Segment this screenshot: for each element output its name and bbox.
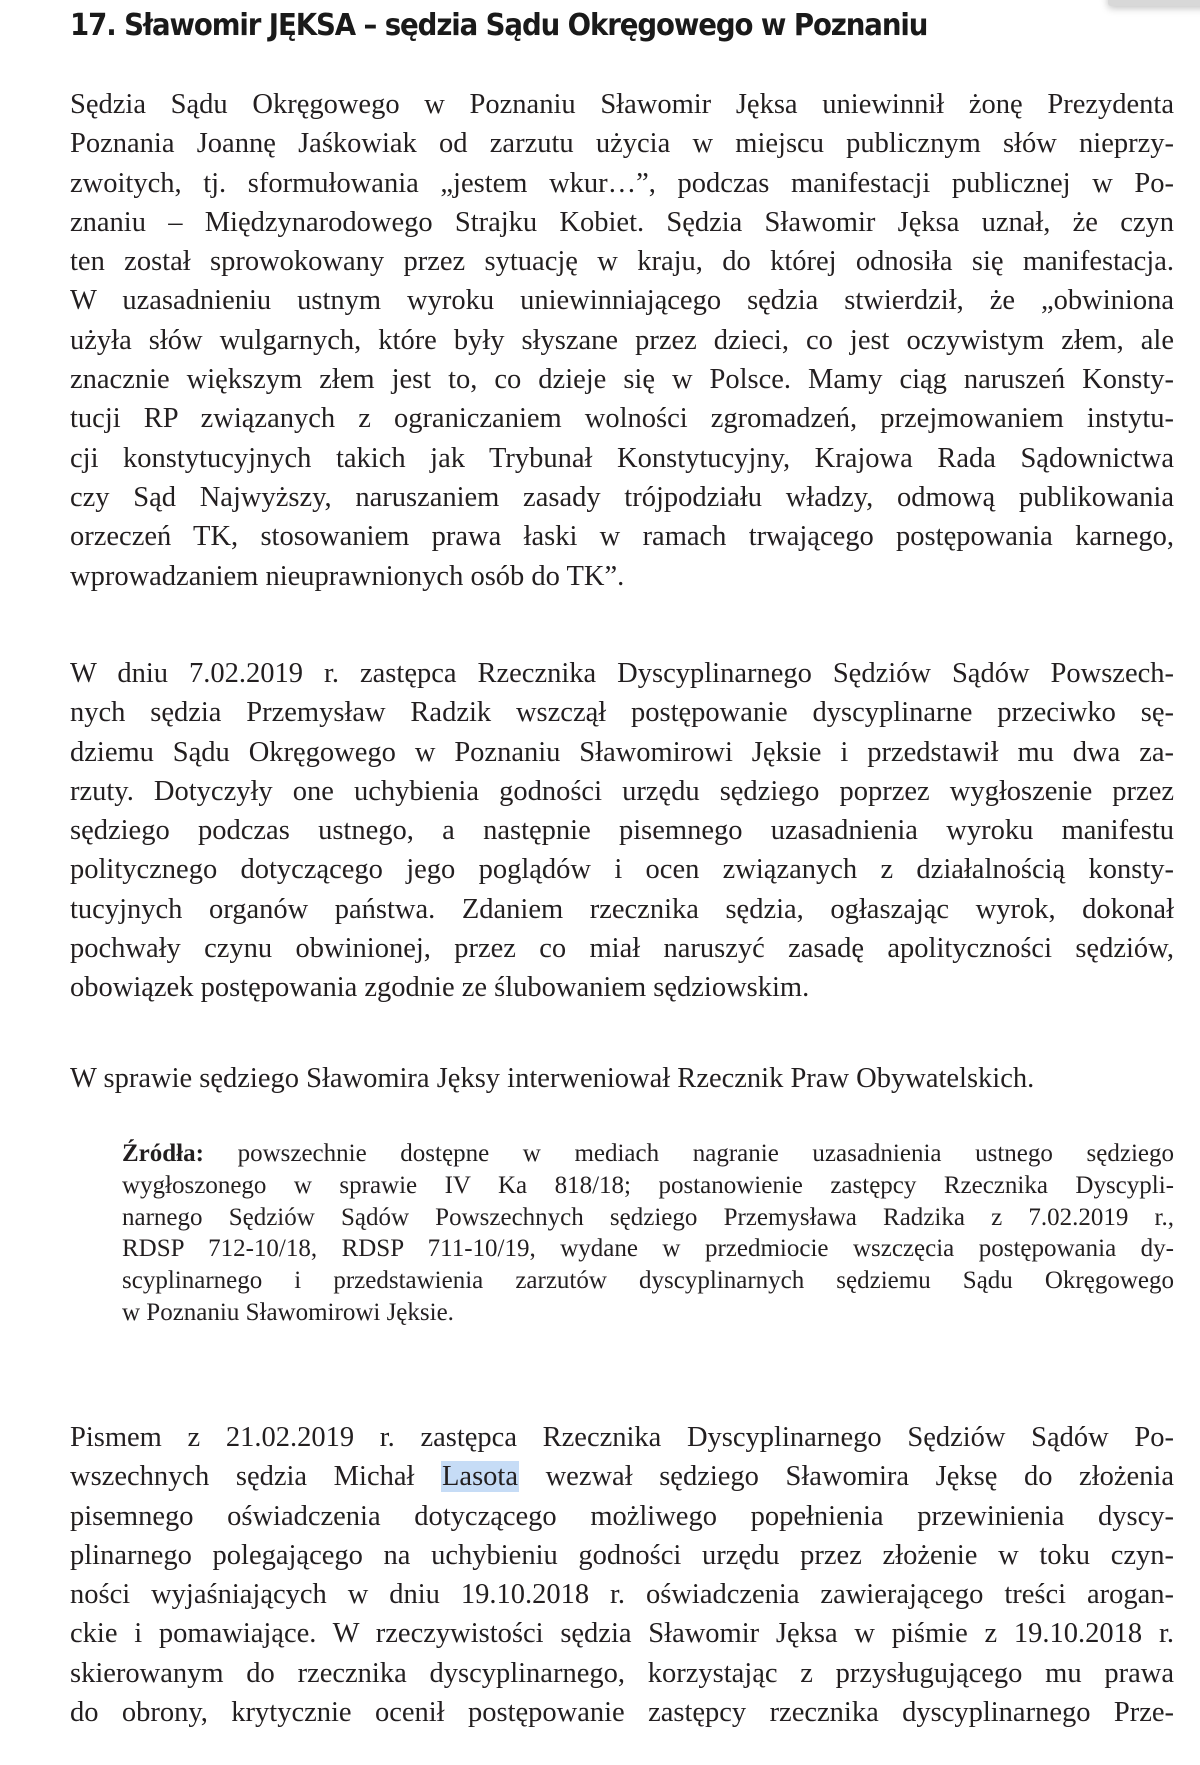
text-line: Poznania Joannę Jaśkowiak od zarzutu użycia w miejscu publicznym słów nieprzy-: [70, 128, 1174, 160]
text-line: orzeczeń TK, stosowaniem prawa łaski w ramach trwającego postępowania karnego,: [70, 521, 1174, 553]
text-line: wygłoszonego w sprawie IV Ka 818/18; postanowienie zastępcy Rzecznika Dyscypli-: [122, 1171, 1174, 1199]
paragraph-disciplinary-proceedings: [70, 654, 1174, 1008]
text-line: tucyjnych organów państwa. Zdaniem rzecznika sędzia, ogłaszając wyrok, dokonał: [70, 893, 1174, 925]
text-line: zwoitych, tj. sformułowania „jestem wkur…”, podczas manifestacji publicznej w Po-: [70, 167, 1174, 199]
text-line: użyła słów wulgarnych, które były słyszane przez dzieci, co jest oczywistym złem, ale: [70, 324, 1174, 356]
text-line: plinarnego polegającego na uchybieniu godności urzędu przez złożenie w toku czyn-: [70, 1539, 1174, 1571]
text-line: w Poznaniu Sławomirowi Jęksie.: [122, 1298, 454, 1326]
text-line: powszechnie dostępne w mediach nagranie uzasadnienia ustnego sędziego: [203, 1140, 1174, 1167]
text-line: Sędzia Sądu Okręgowego w Poznaniu Sławomir Jęksa uniewinnił żonę Prezydenta: [70, 89, 1174, 120]
text-line: sędziego podczas ustnego, a następnie pisemnego uzasadnienia wyroku manifestu: [70, 815, 1174, 847]
text-line-with-selection: wszechnych sędzia Michał Lasota wezwał sędziego Sławomira Jęksę do złożenia: [70, 1461, 1174, 1493]
text-line: W uzasadnieniu ustnym wyroku uniewinniającego sędzia stwierdził, że „obwiniona: [70, 285, 1174, 317]
window-edge-shadow: [1108, 0, 1200, 6]
text-line: dziemu Sądu Okręgowego w Poznaniu Sławomirowi Jęksie i przedstawił mu dwa za-: [70, 736, 1174, 768]
paragraph-ombudsman: [70, 1059, 1174, 1098]
text-line: tucji RP związanych z ograniczaniem wolności zgromadzeń, przejmowaniem instytu-: [70, 403, 1174, 435]
text-line: Pismem z 21.02.2019 r. zastępca Rzecznika Dyscyplinarnego Sędziów Sądów Po-: [70, 1422, 1174, 1453]
text-line: W dniu 7.02.2019 r. zastępca Rzecznika Dyscyplinarnego Sędziów Sądów Powszech-: [70, 658, 1174, 689]
text-line: politycznego dotyczącego jego poglądów i ocen związanych z działalnością konsty-: [70, 854, 1174, 886]
text-line: ten został sprowokowany przez sytuację w kraju, do której odnosiła się manifestacja.: [70, 246, 1174, 278]
text-line: pochwały czynu obwinionej, przez co miał naruszyć zasadę apolityczności sędziów,: [70, 933, 1174, 965]
text-line: znacznie większym złem jest to, co dzieje się w Polsce. Mamy ciąg naruszeń Konsty-: [70, 364, 1174, 396]
text-line: ności wyjaśniających w dniu 19.10.2018 r. oświadczenia zawierającego treści arogan-: [70, 1579, 1174, 1611]
paragraph-verdict: [70, 85, 1174, 596]
text-line: cji konstytucyjnych takich jak Trybunał Konstytucyjny, Krajowa Rada Sądownictwa: [70, 442, 1174, 474]
sources-block: [122, 1138, 1174, 1329]
text-line: scyplinarnego i przedstawienia zarzutów dyscyplinarnych sędziemu Sądu Okręgowego: [122, 1267, 1174, 1295]
text-line: czy Sąd Najwyższy, naruszaniem zasady trójpodziału władzy, odmową publikowania: [70, 481, 1174, 513]
text-line: skierowanym do rzecznika dyscyplinarnego, korzystając z przysługującego mu prawa: [70, 1657, 1174, 1689]
paragraph-written-statement: [70, 1418, 1174, 1732]
sources-label: Źródła:: [122, 1140, 204, 1167]
selected-text-highlight[interactable]: Lasota: [442, 1461, 518, 1493]
text-line: znaniu – Międzynarodowego Strajku Kobiet. Sędzia Sławomir Jęksa uznał, że czyn: [70, 206, 1174, 238]
text-line: rzuty. Dotyczyły one uchybienia godności urzędu sędziego poprzez wygłoszenie przez: [70, 775, 1174, 807]
text-line: RDSP 712-10/18, RDSP 711-10/19, wydane w przedmiocie wszczęcia postępowania dy-: [122, 1235, 1174, 1263]
text-line: W sprawie sędziego Sławomira Jęksy interweniował Rzecznik Praw Obywatelskich.: [70, 1063, 1035, 1094]
text-line: obowiązek postępowania zgodnie ze ślubowaniem sędziowskim.: [70, 972, 810, 1004]
text-line: narnego Sędziów Sądów Powszechnych sędziego Przemysława Radzika z 7.02.2019 r.,: [122, 1203, 1174, 1231]
text-line: do obrony, krytycznie ocenił postępowanie zastępcy rzecznika dyscyplinarnego Prze-: [70, 1697, 1174, 1729]
text-line: ckie i pomawiające. W rzeczywistości sędzia Sławomir Jęksa w piśmie z 19.10.2018 r.: [70, 1618, 1174, 1650]
text-line: pisemnego oświadczenia dotyczącego możliwego popełnienia przewinienia dyscy-: [70, 1500, 1174, 1532]
text-line: wprowadzaniem nieuprawnionych osób do TK”.: [70, 560, 625, 592]
text-line: nych sędzia Przemysław Radzik wszczął postępowanie dyscyplinarne przeciwko sę-: [70, 697, 1174, 729]
section-heading: 17. Sławomir JĘKSA – sędzia Sądu Okręgowego w Poznaniu: [70, 8, 928, 43]
